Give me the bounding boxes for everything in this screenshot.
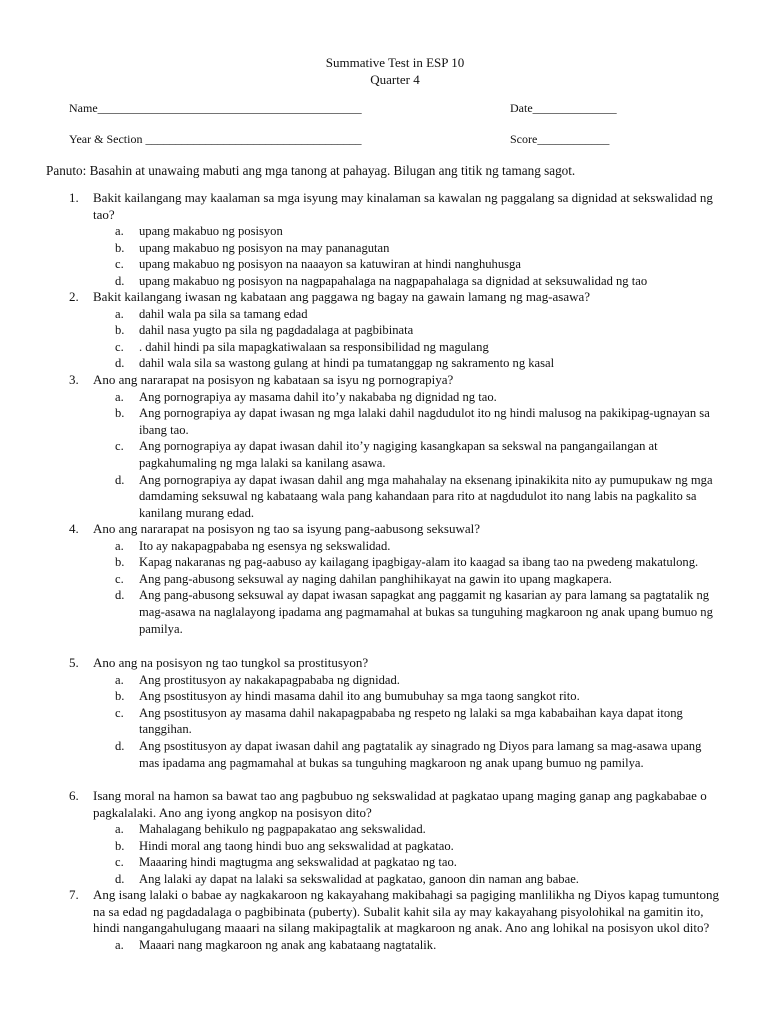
option-text: Maaaring hindi magtugma ang sekswalidad at pagkatao ng tao. [139,855,457,870]
option-a [69,538,719,555]
option-letter: b. [115,323,125,338]
option-text: Ang pornograpiya ay dapat iwasan dahil ang mga mahahalay na eksenang ipinakikita nito ay pumupukaw ng mga damdaming seksuwal ng kabataang wala pang kahandaan para rito at nagdudulot ito nang labis na pagkalito sa kanilang murang edad. [139,472,713,520]
option-d [69,472,719,522]
option-letter: d. [115,738,125,753]
option-text: Maaari nang magkaroon ng anak ang kabataang nagtatalik. [139,937,437,952]
option-letter: d. [115,472,125,487]
option-letter: b. [115,240,125,255]
question-number: 7. [69,887,79,902]
question-number: 1. [69,190,79,205]
option-text: upang makabuo ng posisyon na may pananagutan [139,240,390,255]
option-text: Ang psostitusyon ay masama dahil nakapagpababa ng respeto ng lalaki sa mga kababaihan kaya dapat itong tanggihan. [139,705,683,737]
question-5 [69,655,719,771]
option-text: Ang pornograpiya ay dapat iwasan ng mga lalaki dahil nagdudulot ito ng hindi malusog na pakikipag-ugnayan sa ibang tao. [139,406,710,437]
option-text: dahil wala pa sila sa tamang edad [139,306,308,321]
option-b [69,688,719,705]
option-text: Ang pang-abusong seksuwal ay naging dahilan panghihikayat na gawin ito upang magkapera. [139,571,612,586]
option-text: Ang psostitusyon ay hindi masama dahil ito ang bumubuhay sa mga taong sangkot rito. [139,689,580,704]
option-b [69,554,719,571]
option-list [69,389,719,522]
option-text: Ito ay nakapagpababa ng esensya ng sekswalidad. [139,538,391,553]
option-letter: b. [115,838,125,853]
option-text: Kapag nakaranas ng pag-aabuso ay kailagang ipagbigay-alam ito kaagad sa ibang tao na pwedeng makatulong. [139,555,699,570]
option-letter: a. [115,822,124,837]
option-letter: c. [115,339,124,354]
option-d [69,587,719,637]
option-text: upang makabuo ng posisyon [139,224,283,239]
option-text: Ang prostitusyon ay nakakapagpababa ng dignidad. [139,672,400,687]
option-a [69,937,719,954]
option-letter: b. [115,555,125,570]
option-text: dahil wala sila sa wastong gulang at hindi pa tumatanggap ng sakramento ng kasal [139,356,555,371]
option-letter: d. [115,273,125,288]
option-c [69,705,719,738]
question-number: 6. [69,788,79,803]
question-number: 5. [69,655,79,670]
option-text: Ang pornograpiya ay masama dahil ito’y nakababa ng dignidad ng tao. [139,389,497,404]
question-text: Bakit kailangang iwasan ng kabataan ang paggawa ng bagay na gawain lamang ng mag-asawa? [93,289,591,304]
option-letter: c. [115,855,124,870]
instructions: Panuto: Basahin at unawaing mabuti ang mga tanong at pahayag. Bilugan ang titik ng tamang sagot. [46,163,576,178]
option-list [69,821,719,887]
score-field: Score____________ [510,132,610,146]
option-letter: a. [115,937,124,952]
option-list [69,937,719,954]
year-section-field: Year & Section ____________________________________ [69,132,362,146]
option-letter: a. [115,306,124,321]
question-text: Bakit kailangang may kaalaman sa mga isyung may kinalaman sa kawalan ng paggalang sa dignidad at sekswalidad ng tao? [93,190,713,222]
option-text: . dahil hindi pa sila mapagkatiwalaan sa responsibilidad ng magulang [139,339,489,354]
question-text: Isang moral na hamon sa bawat tao ang pagbubuo ng sekswalidad at pagkatao upang maging ganap ang pagkababae o pagkalalaki. Ano ang iyong angkop na posisyon dito? [93,788,707,820]
option-list [69,672,719,772]
option-c [69,256,719,273]
option-a [69,821,719,838]
option-text: upang makabuo ng posisyon na nagpapahalaga na nagpapahalaga sa dignidad at seksuwalidad ng tao [139,273,648,288]
question-number: 4. [69,521,79,536]
option-letter: d. [115,588,125,603]
name-field: Name____________________________________________ [69,101,362,115]
option-d [69,871,719,888]
option-list [69,306,719,372]
question-text: Ang isang lalaki o babae ay nagkakaroon ng kakayahang makibahagi sa pagiging manlilikha ng Diyos kapag tumuntong na sa edad ng pagdadalaga o pagbibinata (puberty). Subalit kahit sila ay may kakayahang pisyolohikal na gamitin ito, hindi nangangahulugang maaari na silang makipagtalik at magkaroon ng anak. Ano ang lohikal na posisyon ukol dito? [93,887,720,936]
option-letter: c. [115,439,124,454]
option-a [69,306,719,323]
option-text: Ang psostitusyon ay dapat iwasan dahil ang pagtatalik ay sinagrado ng Diyos para lamang sa mag-asawa upang mas ipadama ang pagmamahal at bukas sa tunguhing magkaroon ng anak upang bumuo ng pamilya. [139,738,702,770]
option-b [69,405,719,438]
option-d [69,273,719,290]
option-letter: c. [115,257,124,272]
option-a [69,672,719,689]
question-number: 2. [69,289,79,304]
option-letter: a. [115,672,124,687]
option-letter: d. [115,356,125,371]
option-text: Ang lalaki ay dapat na lalaki sa sekswalidad at pagkatao, ganoon din naman ang babae. [139,871,579,886]
option-list [69,538,719,638]
option-letter: b. [115,689,125,704]
option-letter: c. [115,571,124,586]
option-letter: c. [115,705,124,720]
question-6 [69,788,719,888]
option-text: dahil nasa yugto pa sila ng pagdadalaga at pagbibinata [139,323,414,338]
option-d [69,355,719,372]
option-letter: a. [115,224,124,239]
question-1 [69,190,719,290]
option-text: Mahalagang behikulo ng pagpapakatao ang sekswalidad. [139,822,426,837]
question-4 [69,521,719,637]
option-a [69,389,719,406]
option-list [69,223,719,289]
question-3 [69,372,719,521]
question-2 [69,289,719,372]
question-text: Ano ang nararapat na posisyon ng tao sa isyung pang-aabusong seksuwal? [93,521,481,536]
option-b [69,838,719,855]
question-text: Ano ang nararapat na posisyon ng kabataan sa isyu ng pornograpiya? [93,372,454,387]
option-text: Ang pornograpiya ay dapat iwasan dahil ito’y nagiging kasangkapan sa sekswal na pangangailangan at pagkahumaling ng mga lalaki sa kanilang asawa. [139,439,658,470]
option-text: upang makabuo ng posisyon na naaayon sa katuwiran at hindi nanghuhusga [139,257,521,272]
question-number: 3. [69,372,79,387]
option-letter: b. [115,406,125,421]
document-title: Summative Test in ESP 10 [325,55,465,70]
option-text: Hindi moral ang taong hindi buo ang sekswalidad at pagkatao. [139,838,454,853]
question-text: Ano ang na posisyon ng tao tungkol sa prostitusyon? [93,655,369,670]
option-c [69,438,719,471]
document-subtitle: Quarter 4 [370,72,420,87]
question-7 [69,887,719,953]
option-b [69,240,719,257]
option-d [69,738,719,771]
option-letter: a. [115,389,124,404]
option-a [69,223,719,240]
option-text: Ang pang-abusong seksuwal ay dapat iwasan sapagkat ang paggamit ng kasarian ay para lamang sa pagtatalik ng mag-asawa na naglalayong ipadama ang pagmamahal at bukas sa tunguhing magkaroon ng anak upang bumuo ng pamilya. [139,588,713,636]
option-c [69,339,719,356]
option-b [69,322,719,339]
option-letter: d. [115,871,125,886]
date-field: Date______________ [510,101,617,115]
option-c [69,571,719,588]
option-c [69,854,719,871]
option-letter: a. [115,538,124,553]
